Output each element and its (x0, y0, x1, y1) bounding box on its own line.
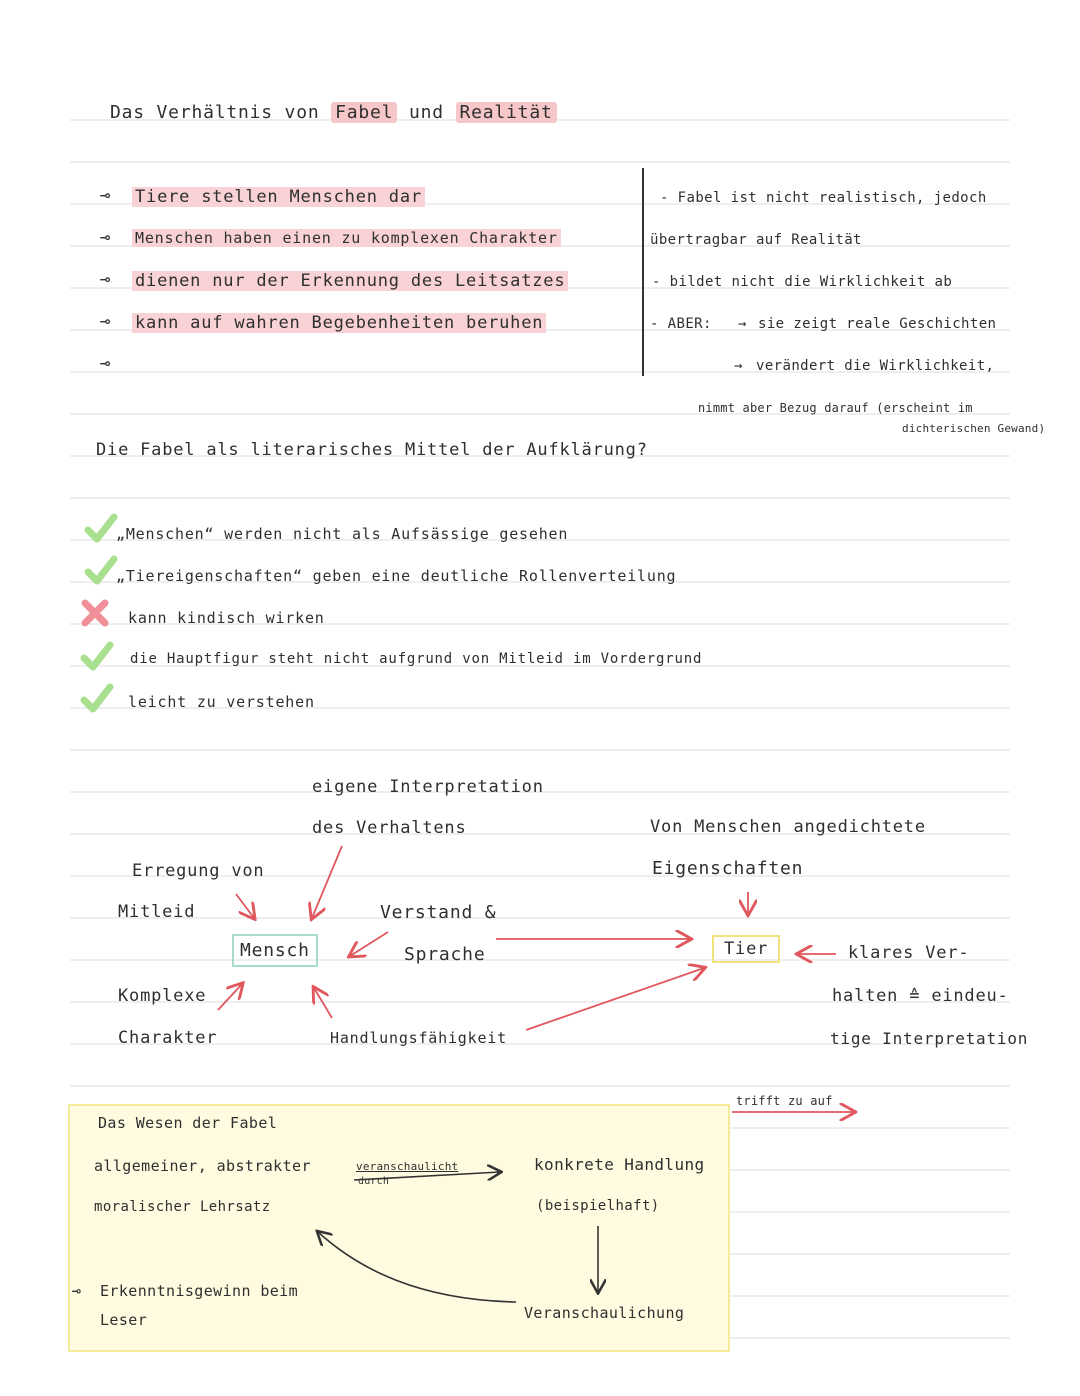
right-note-aber: - ABER: (650, 316, 712, 332)
diagram-tier-box: Tier (712, 935, 780, 963)
diagram-mitleid-2: Mitleid (118, 902, 196, 922)
summary-right-2: (beispielhaft) (536, 1198, 660, 1214)
list-arrow-4: ⊸ (100, 312, 112, 332)
right-note-3: - bildet nicht die Wirklichkeit ab (652, 274, 953, 290)
diagram-interp-1: eigene Interpretation (312, 777, 544, 797)
cross-icon (80, 598, 110, 632)
list-item-1 (132, 187, 425, 207)
diagram-trifft: trifft zu auf (736, 1094, 833, 1108)
right-note-7: dichterischen Gewand) (902, 422, 1046, 435)
right-note-4: sie zeigt reale Geschichten (758, 316, 997, 332)
diagram-handlung: Handlungsfähigkeit (330, 1029, 507, 1047)
check-icon (80, 640, 114, 678)
column-divider (642, 168, 644, 376)
section2-item-1: „Menschen“ werden nicht als Aufsässige gesehen (116, 525, 569, 543)
diagram-mitleid-1: Erregung von (132, 861, 265, 881)
summary-arrow-label-1: veranschaulicht (356, 1160, 459, 1173)
list-arrow-5: ⊸ (100, 354, 112, 374)
diagram-angedichtet-2: Eigenschaften (652, 858, 804, 879)
list-item-4-text: kann auf wahren Begebenheiten beruhen (132, 313, 546, 333)
section2-item-5: leicht zu verstehen (128, 693, 315, 711)
diagram-klar-1: klares Ver- (848, 943, 970, 963)
check-icon (84, 554, 118, 592)
diagram-mensch-box: Mensch (232, 934, 318, 967)
list-arrow-3: ⊸ (100, 270, 112, 290)
list-item-2 (132, 229, 561, 247)
right-note-6: nimmt aber Bezug darauf (erscheint im (698, 401, 973, 415)
right-note-arrow-2: → (734, 358, 743, 374)
check-icon (84, 512, 118, 550)
list-item-4 (132, 313, 546, 333)
right-note-2: übertragbar auf Realität (650, 232, 862, 248)
section2-item-4: die Hauptfigur steht nicht aufgrund von Mitleid im Vordergrund (130, 651, 703, 667)
summary-bottom-left-2: Leser (100, 1311, 148, 1329)
diagram-interp-2: des Verhaltens (312, 818, 467, 838)
right-note-1: - Fabel ist nicht realistisch, jedoch (660, 190, 987, 206)
section2-item-3: kann kindisch wirken (128, 609, 325, 627)
title-prefix: Das Verhältnis von (110, 102, 320, 123)
summary-left-2: moralischer Lehrsatz (94, 1199, 271, 1215)
diagram-klar-3: tige Interpretation (830, 1029, 1029, 1048)
check-icon (80, 682, 114, 720)
summary-bottom-left-1: Erkenntnisgewinn beim (100, 1282, 299, 1300)
list-item-3 (132, 271, 568, 291)
title-word-fabel: Fabel (331, 102, 397, 123)
list-item-2-text: Menschen haben einen zu komplexen Charakter (132, 229, 561, 247)
diagram-klar-2: halten ≙ eindeu- (832, 986, 1009, 1006)
right-note-arrow-1: → (738, 316, 747, 332)
section2-item-2: „Tiereigenschaften“ geben eine deutliche Rollenverteilung (116, 567, 677, 585)
title-connector: und (408, 102, 444, 123)
summary-bottom-arrow: ⊸ (72, 1282, 82, 1300)
summary-arrow-label-2: durch (358, 1176, 390, 1187)
list-arrow-1: ⊸ (100, 186, 112, 206)
summary-right-1: konkrete Handlung (534, 1155, 705, 1174)
section2-heading: Die Fabel als literarisches Mittel der Aufklärung? (96, 440, 648, 460)
diagram-sprache: Sprache (404, 944, 486, 965)
diagram-angedichtet-1: Von Menschen angedichtete (650, 817, 926, 837)
summary-bottom-right: Veranschaulichung (524, 1304, 685, 1322)
title-word-realitaet: Realität (456, 102, 557, 123)
summary-heading: Das Wesen der Fabel (98, 1114, 278, 1132)
list-arrow-2: ⊸ (100, 228, 112, 248)
diagram-komplexe-1: Komplexe (118, 986, 207, 1006)
diagram-verstand: Verstand & (380, 902, 497, 923)
page-title (110, 102, 557, 123)
right-note-5: verändert die Wirklichkeit, (756, 358, 995, 374)
summary-left-1: allgemeiner, abstrakter (94, 1157, 311, 1175)
diagram-komplexe-2: Charakter (118, 1028, 218, 1048)
list-item-3-text: dienen nur der Erkennung des Leitsatzes (132, 271, 568, 291)
list-item-1-text: Tiere stellen Menschen dar (132, 187, 425, 207)
